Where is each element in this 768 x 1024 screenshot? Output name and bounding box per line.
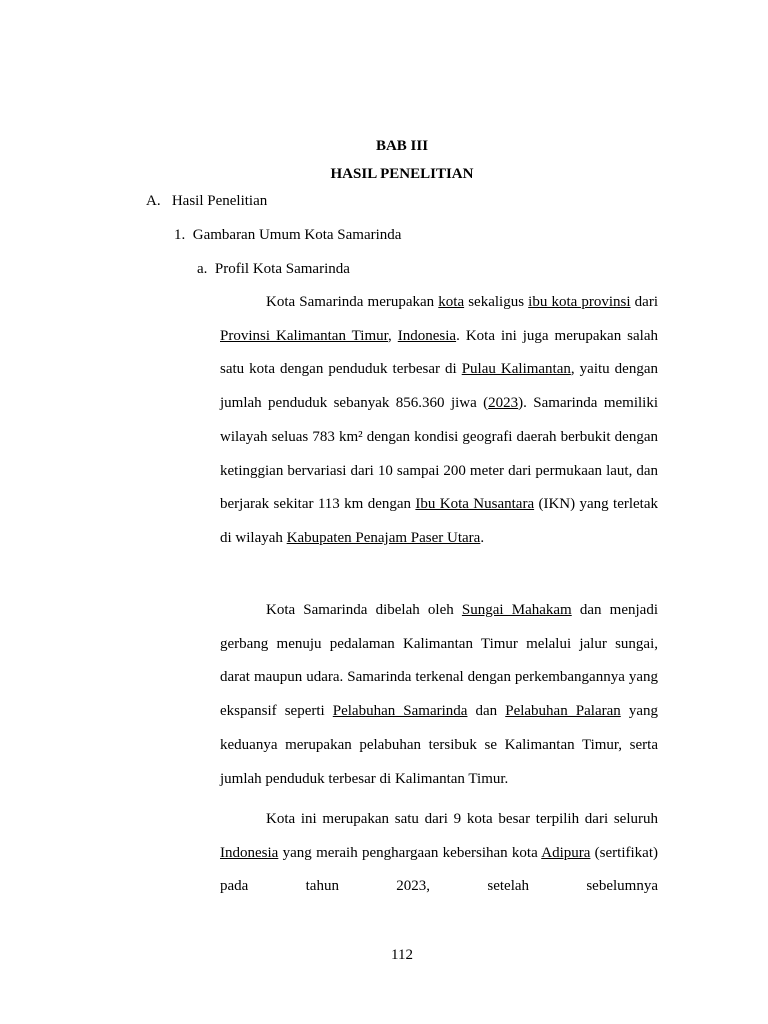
section-label: A.: [146, 193, 161, 209]
subsubsection-text: Profil Kota Samarinda: [214, 261, 350, 277]
chapter-heading: BAB III: [375, 138, 429, 154]
subsection-heading-1: [174, 227, 401, 244]
link-kota[interactable]: kota: [438, 294, 465, 310]
link-pulau-kalimantan[interactable]: Pulau Kalimantan: [461, 361, 571, 378]
link-2023[interactable]: 2023: [488, 395, 519, 412]
subsection-text: Gambaran Umum Kota Samarinda: [192, 227, 402, 243]
link-provinsi-kalimantan-timur[interactable]: Provinsi Kalimantan Timur: [220, 327, 389, 344]
chapter-title: HASIL PENELITIAN: [330, 166, 474, 182]
link-ibu-kota-provinsi[interactable]: ibu kota provinsi: [528, 294, 631, 310]
paragraph-2: Kota Samarinda dibelah oleh Sungai Mahakam dan menjadi gerbang menuju pedalaman Kalimantan Timur melalui jalur sungai, darat maupun udara. Samarinda terkenal dengan perkembangannya yang ekspansif seperti Pelabuhan Samarinda dan Pelabuhan Palaran yang keduanya merupakan pelabuhan tersibuk se Kalimantan Timur, serta jumlah penduduk terbesar di Kalimantan Timur.: [220, 602, 659, 787]
link-pelabuhan-palaran[interactable]: Pelabuhan Palaran: [505, 703, 621, 720]
link-adipura[interactable]: Adipura: [541, 844, 591, 861]
subsubsection-label: a.: [197, 261, 208, 277]
link-kabupaten-penajam-paser-utara[interactable]: Kabupaten Penajam Paser Utara: [286, 529, 481, 546]
link-indonesia[interactable]: Indonesia: [397, 327, 457, 344]
link-pelabuhan-samarinda[interactable]: Pelabuhan Samarinda: [332, 703, 468, 720]
section-text: Hasil Penelitian: [171, 193, 268, 209]
subsection-label: 1.: [174, 227, 186, 243]
paragraph-1: Kota Samarinda merupakan kota sekaligus ibu kota provinsi dari Provinsi Kalimantan Timur, Indonesia. Kota ini juga merupakan salah satu kota dengan penduduk terbesar di Pulau Kalimantan, yaitu dengan jumlah penduduk sebanyak 856.360 jiwa (2023). Samarinda memiliki wilayah seluas 783 km² dengan kondisi geografi daerah berbukit dengan ketinggian bervariasi dari 10 sampai 200 meter dari permukaan laut, dan berjarak sekitar 113 km dengan Ibu Kota Nusantara (IKN) yang terletak di wilayah Kabupaten Penajam Paser Utara.: [220, 294, 658, 546]
link-indonesia-2[interactable]: Indonesia: [220, 844, 279, 861]
paragraph-3: Kota ini merupakan satu dari 9 kota besar terpilih dari seluruh Indonesia yang meraih penghargaan kebersihan kota Adipura (sertifikat) pada tahun 2023, setelah sebelumnya: [220, 811, 658, 895]
link-ibu-kota-nusantara[interactable]: Ibu Kota Nusantara: [415, 496, 535, 513]
section-heading-a: [146, 193, 267, 210]
subsubsection-heading-a: [197, 261, 350, 278]
link-sungai-mahakam[interactable]: Sungai Mahakam: [461, 602, 572, 618]
page-number: 112: [391, 947, 413, 963]
